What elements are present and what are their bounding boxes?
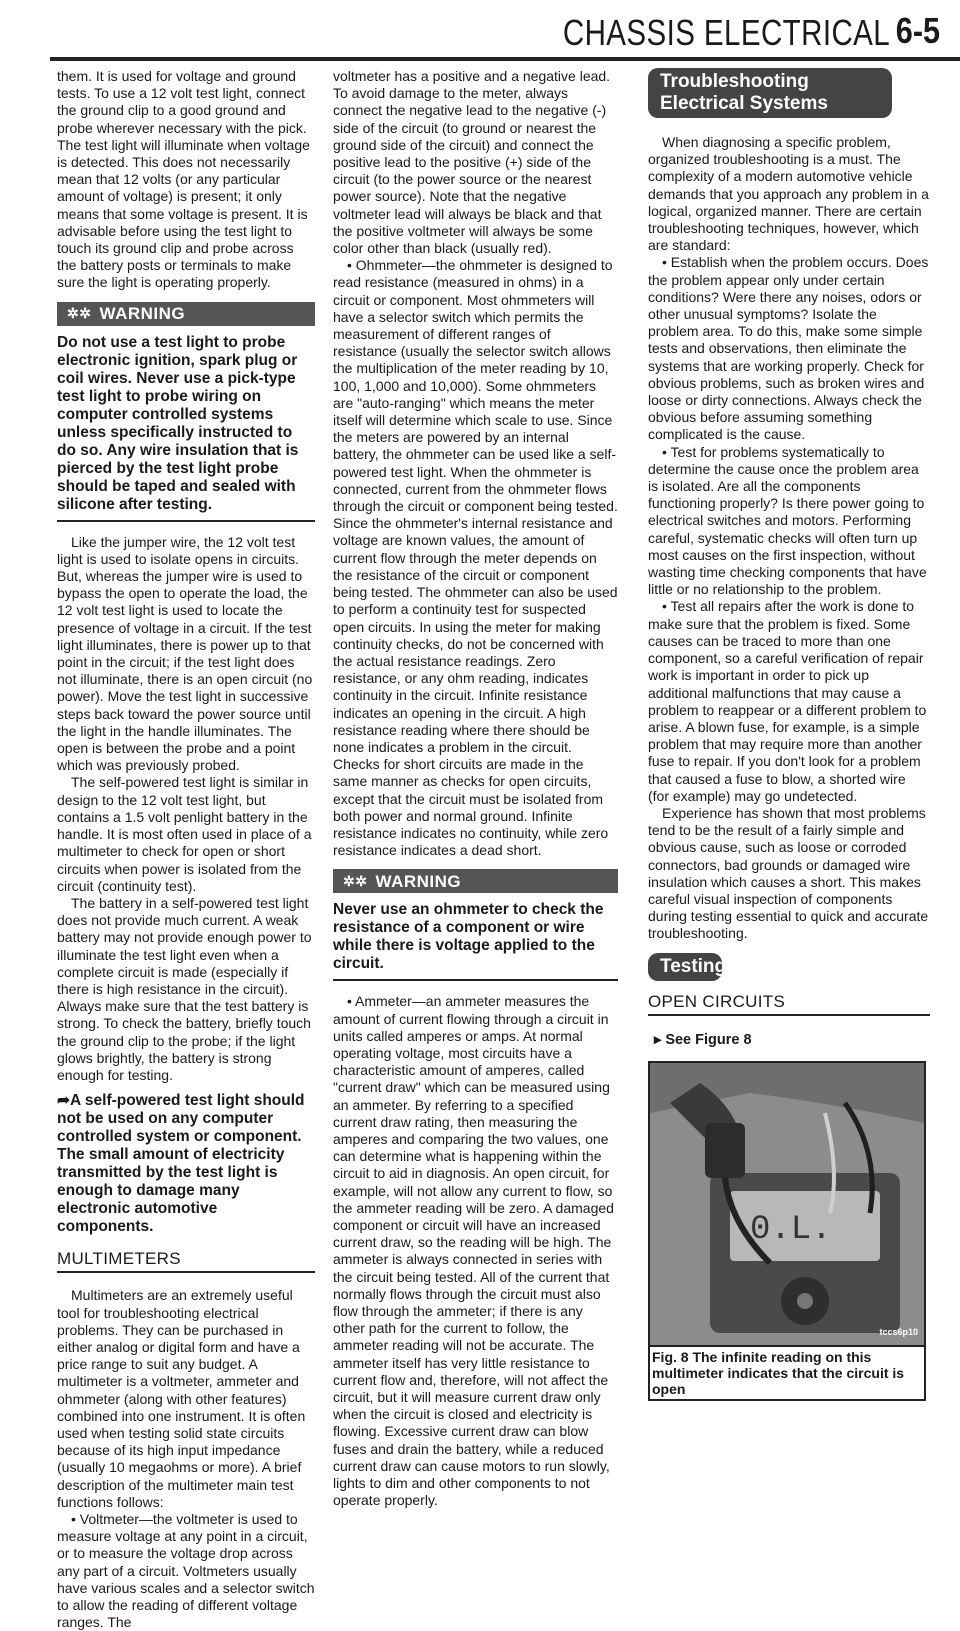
paragraph: The battery in a self-powered test light does not provide much current. A weak battery may not provide enough power to illuminate the test light even when a complete circuit is made (especially if there is high resistance in the circuit). Always make sure that the test battery is strong. To check the battery, briefly touch the ground clip to the probe; if the light glows brightly, the battery is strong enough for testing. [57, 894, 312, 1083]
bullet-paragraph: • Test for problems systematically to determine the cause once the problem area is isolated. Are all the components functioning properly? Is there power going to electrical switches and motors. Performing careful, systematic checks will often turn up most causes on the first inspection, without wasting time checking components that have little or no relationship to the problem. [648, 443, 927, 598]
paragraph: When diagnosing a specific problem, organized troubleshooting is a must. The complexity of a modern automotive vehicle demands that you approach any problem in a logical, organized manner. There are certain troubleshooting techniques, however, which are standard: [648, 134, 929, 254]
header-rule [50, 57, 960, 61]
warning-banner [57, 302, 315, 326]
paragraph: voltmeter has a positive and a negative lead. To avoid damage to the meter, always connect the negative lead to the negative (-) side of the circuit (to ground or nearest the ground side of the circuit) and connect the positive lead to the positive (+) side of the circuit (to the power source or the nearest power source). Note that the negative voltmeter lead will always be black and that the positive voltmeter will always be some color other than black (usually red). [333, 68, 611, 257]
warning-banner [333, 869, 618, 893]
note-text: ➦A self-powered test light should not be used on any computer controlled system or component. The small amount of electricity transmitted by the test light is enough to damage many electronic automotive components. [57, 1092, 305, 1236]
subsection-heading: OPEN CIRCUITS [648, 991, 786, 1011]
warning-icon: ✲✲ [343, 872, 368, 889]
section-heading-box: Troubleshooting Electrical Systems [648, 68, 892, 118]
divider [648, 1014, 930, 1016]
section-heading-box: Testing [648, 953, 722, 981]
arrow-icon: ▸ [654, 1031, 666, 1048]
figure-caption: Fig. 8 The infinite reading on this multimeter indicates that the circuit is open [648, 1347, 926, 1401]
svg-text:0.L.: 0.L. [750, 1210, 832, 1249]
warning-label: WARNING [99, 304, 186, 324]
bullet-paragraph: • Establish when the problem occurs. Does the problem appear only under certain conditions? Were there any noises, odors or other unusual symptoms? Isolate the problem area. To do this, make some simple tests and observations, then eliminate the systems that are working properly. Check for obvious problems, such as broken wires and loose or dirty connections. Always check the obvious before assuming something complicated is the cause. [648, 254, 929, 443]
warning-icon: ✲✲ [67, 305, 92, 322]
warning-label: WARNING [375, 871, 462, 891]
paragraph: Multimeters are an extremely useful tool for troubleshooting electrical problems. They can be purchased in either analog or digital form and have a price range to suit any budget. A multimeter is a voltmeter, ammeter and ohmmeter (along with other features) combined into one instrument. It is often used when testing solid state circuits because of its high input impedance (usually 10 megaohms or more). A brief description of the multimeter main test functions follows: [57, 1287, 306, 1510]
chapter-title: CHASSIS ELECTRICAL [562, 12, 890, 53]
figure-code: tccs6p10 [879, 1326, 918, 1337]
figure-reference: ▸ See Figure 8 [654, 1031, 752, 1048]
divider [333, 979, 618, 981]
bullet-paragraph: • Test all repairs after the work is done to make sure that the problem is fixed. Some causes can be traced to more than one component, so a careful verification of repair work is important in order to pick up additional malfunctions that may cause a problem to reappear or a different problem to arise. A blown fuse, for example, is a simple problem that may require more than another fuse to repair. If you don't look for a problem that caused a fuse to blow, a shorted wire (for example) may go undetected. [648, 598, 927, 804]
bullet-paragraph: • Voltmeter—the voltmeter is used to measure voltage at any point in a circuit, or to measure the voltage drop across any part of a circuit. Voltmeters usually have various scales and a selector switch to allow the reading of different voltage ranges. The [57, 1510, 315, 1631]
note-arrow-icon: ➦ [57, 1092, 70, 1110]
divider [57, 520, 315, 522]
section-heading: MULTIMETERS [57, 1249, 181, 1269]
warning-text: Do not use a test light to probe electronic ignition, spark plug or coil wires. Never use a pick-type test light to probe wiring on computer controlled systems unless specifically instructed to do so. Any wire insulation that is pierced by the test light probe should be taped and sealed with silicone after testing. [57, 333, 299, 513]
page-header [0, 0, 960, 58]
column-1 [57, 68, 315, 1631]
page-number: 6-5 [895, 10, 940, 51]
divider [57, 1271, 315, 1273]
bullet-paragraph: • Ohmmeter—the ohmmeter is designed to read resistance (measured in ohms) in a circuit or component. Most ohmmeters will have a selector switch which permits the measurement of different ranges of resistance (usually the selector switch allows the multiplication of the meter reading by 10, 100, 1,000 and 10,000). Some ohmmeters are "auto-ranging" which means the meter itself will determine which scale to use. Since the meters are powered by an internal battery, the ohmmeter can be used like a self-powered test light. When the ohmmeter is connected, current from the ohmmeter flows through the circuit or component being tested. Since the ohmmeter's internal resistance and voltage are known values, the amount of current flow through the meter depends on the resistance of the circuit or component being tested. The ohmmeter can also be used to perform a continuity test for suspected open circuits. In using the meter for making continuity checks, do not be concerned with the actual resistance readings. Zero resistance, or any ohm reading, indicates continuity in the circuit. Infinite resistance indicates an opening in the circuit. A high resistance reading where there should be none indicates a problem in the circuit. Checks for short circuits are made in the same manner as checks for open circuits, except that the circuit must be isolated from both power and normal ground. Infinite resistance indicates no continuity, while zero resistance indicates a dead short. [333, 257, 618, 859]
paragraph: them. It is used for voltage and ground tests. To use a 12 volt test light, connect the ground clip to a good ground and probe wherever necessary with the pick. The test light will illuminate when voltage is detected. This does not necessarily mean that 12 volts (or any particular amount of voltage) is present; it only means that some voltage is present. It is advisable before using the test light to touch its ground clip and probe across the battery posts or terminals to make sure the light is operating properly. [57, 68, 310, 291]
paragraph: Experience has shown that most problems tend to be the result of a fairly simple and obvious cause, such as loose or corroded connectors, bad grounds or damaged wire insulation which causes a short. This makes careful visual inspection of components during testing essential to quick and accurate troubleshooting. [648, 804, 929, 942]
column-3 [648, 68, 930, 1401]
bullet-paragraph: • Ammeter—an ammeter measures the amount of current flowing through a circuit in units called amperes or amps. At normal operating voltage, most circuits have a characteristic amount of amperes, called "current draw" which can be measured using an ammeter. By referring to a specified current draw rating, then measuring the amperes and comparing the two values, one can determine what is happening within the circuit to aid in diagnosis. An open circuit, for example, will not allow any current to flow, so the ammeter reading will be zero. A damaged component or circuit will have an increased current draw, so the reading will be high. The ammeter is always connected in series with the circuit being tested. All of the current that normally flows through the circuit must also flow through the ammeter; if there is any other path for the current to follow, the ammeter reading will not be accurate. The ammeter itself has very little resistance to current flow and, therefore, will not affect the circuit, but it will measure current draw only when the circuit is closed and electricity is flowing. Excessive current draw can blow fuses and drain the battery, while a reduced current draw can cause motors to run slowly, lights to dim and other components to not operate properly. [333, 993, 614, 1509]
column-2 [333, 68, 618, 1509]
paragraph: The self-powered test light is similar in design to the 12 volt test light, but contains a 1.5 volt penlight battery in the handle. It is most often used in place of a multimeter to check for open or short circuits when power is isolated from the circuit (continuity test). [57, 774, 312, 894]
paragraph: Like the jumper wire, the 12 volt test light is used to isolate opens in circuits. But, whereas the jumper wire is used to bypass the open to operate the load, the 12 volt test light is used to locate the presence of voltage in a circuit. If the test light illuminates, there is power up to that point in the circuit; if the test light does not illuminate, there is an open circuit (no power). Move the test light in successive steps back toward the power source until the light in the handle illuminates. The open is between the probe and a point which was previously probed. [57, 533, 313, 774]
figure-image [648, 1061, 926, 1347]
multimeter-photo [650, 1063, 924, 1345]
warning-text: Never use an ohmmeter to check the resistance of a component or wire while there is voltage applied to the circuit. [333, 901, 604, 973]
